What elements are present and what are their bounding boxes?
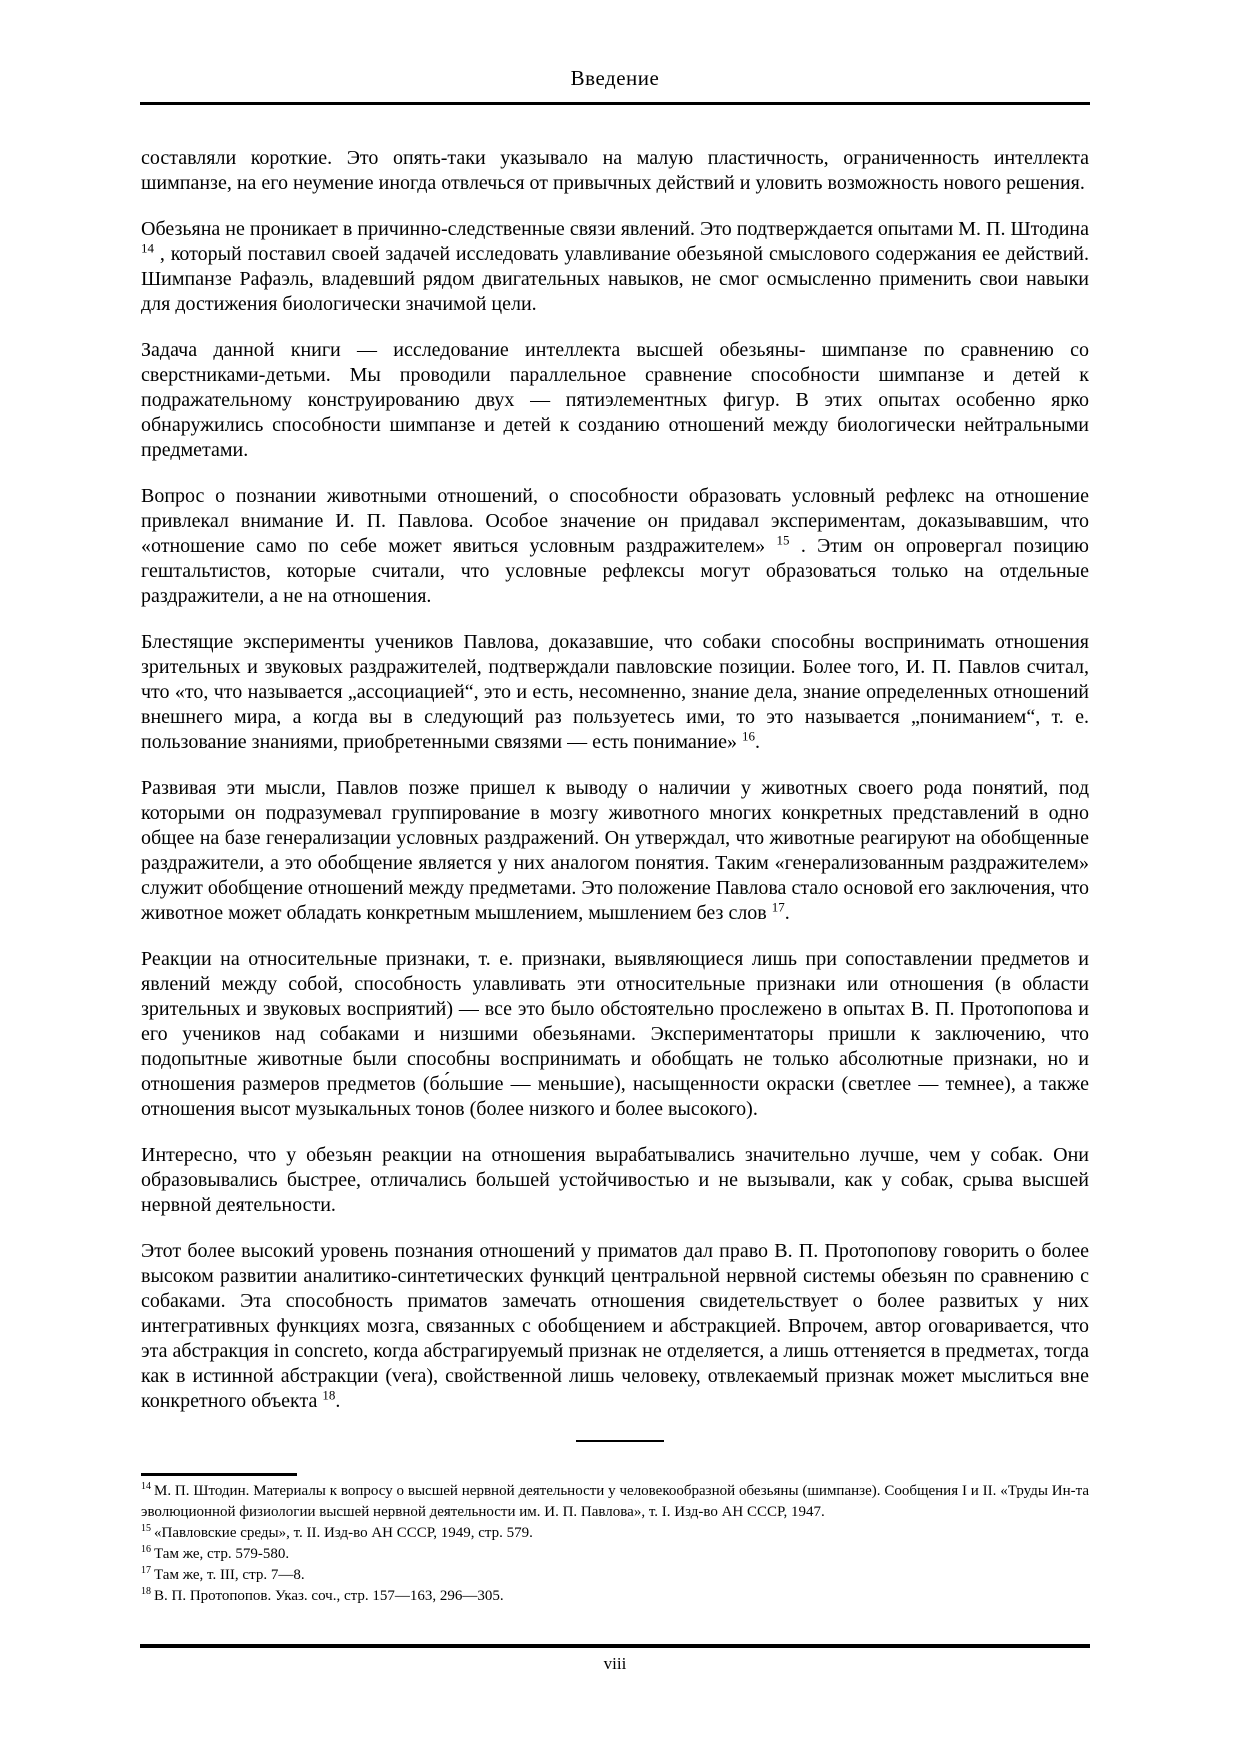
paragraph: составляли короткие. Это опять-таки указывало на малую пластичность, ограниченность интеллекта шимпанзе, на его неумение иногда отвлечься от привычных действий и уловить возможность нового решения. — [141, 147, 1089, 194]
page-header-title: Введение — [570, 66, 660, 90]
footnote-number: 16 — [141, 1544, 151, 1555]
paragraph: Блестящие эксперименты учеников Павлова, доказавшие, что собаки способны воспринимать отношения зрительных и звуковых раздражителей, подтверждали павловские позиции. Более того, И. П. Павлов считал, что «то, что называется „ассоциацией“, это и есть, несомненно, знание дела, знание определенных отношений внешнего мира, а когда вы в следующий раз пользуетесь ими, то это называется „пониманием“, т. е. пользование знаниями, приобретенными связями — есть понимание» $^{16}$. — [141, 631, 1089, 753]
footnotes — [141, 1481, 1089, 1607]
footnote-separator-rule — [141, 1473, 297, 1476]
footer-rule — [140, 1644, 1090, 1648]
footnote: $^{18}$ В. П. Протопопов. Указ. соч., стр. 157—163, 296—305. — [141, 1586, 504, 1604]
footnote-reference: 15 — [776, 532, 790, 548]
paragraph: Этот более высокий уровень познания отношений у приматов дал право В. П. Протопопову говорить о более высоком развитии аналитико-синтетических функций центральной нервной системы обезьян по сравнению с собаками. Эта способность приматов замечать отношения свидетельствует о более развитых у них интегративных функциях мозга, связанных с обобщением и абстракцией. Впрочем, автор оговаривается, что эта абстракция in concreto, когда абстрагируемый признак не отделяется, а лишь оттеняется в предметах, тогда как в истинной абстракции (vera), свойственной лишь человеку, отвлекаемый признак может мыслиться вне конкретного объекта $^{18}$. — [141, 1240, 1089, 1412]
footnote: $^{15}$ «Павловские среды», т. II. Изд-во АН СССР, 1949, стр. 579. — [141, 1523, 533, 1541]
footnote-number: 18 — [141, 1586, 151, 1597]
footnote: $^{16}$ Там же, стр. 579-580. — [141, 1544, 290, 1562]
footnote: $^{17}$ Там же, т. III, стр. 7—8. — [141, 1565, 305, 1583]
paragraph: Вопрос о познании животными отношений, о способности образовать условный рефлекс на отношение привлекал внимание И. П. Павлова. Особое значение он придавал экспериментам, доказывавшим, что «отношение само по себе может явиться условным раздражителем» $^{15}$ . Этим он опровергал позицию гештальтистов, которые считали, что условные рефлексы могут образоваться только на отдельные раздражители, а не на отношения. — [141, 485, 1089, 607]
footnote-number: 17 — [141, 1565, 151, 1576]
footnote: $^{14}$ М. П. Штодин. Материалы к вопросу о высшей нервной деятельности у человекообразной обезьяны (шимпанзе). Сообщения I и II. «Труды Ин-та эволюционной физиологии высшей нервной деятельности им. И. П. Павлова», т. I. Изд-во АН СССР, 1947. — [141, 1481, 1089, 1520]
footnote-reference: 18 — [322, 1387, 336, 1403]
paragraph: Задача данной книги — исследование интеллекта высшей обезьяны- шимпанзе по сравнению со сверстниками-детьми. Мы проводили параллельное сравнение способности шимпанзе и детей к подражательному конструированию двух — пятиэлементных фигур. В этих опытах особенно ярко обнаружились способности шимпанзе и детей к созданию отношений между биологически нейтральными предметами. — [141, 339, 1089, 461]
section-separator-rule — [576, 1440, 664, 1442]
paragraph: Развивая эти мысли, Павлов позже пришел к выводу о наличии у животных своего рода понятий, под которыми он подразумевал группирование в мозгу животного многих конкретных представлений в одно общее на базе генерализации условных раздражений. Он утверждал, что животные реагируют на обобщенные раздражители, а это обобщение является у них аналогом понятия. Таким «генерализованным раздражителем» служит обобщение отношений между предметами. Это положение Павлова стало основой его заключения, что животное может обладать конкретным мышлением, мышлением без слов $^{17}$. — [141, 777, 1089, 924]
footnote-number: 15 — [141, 1523, 151, 1534]
footnote-reference: 16 — [742, 728, 756, 744]
header-rule — [140, 102, 1090, 105]
body-text — [141, 146, 1089, 1435]
paragraph: Реакции на относительные признаки, т. е. признаки, выявляющиеся лишь при сопоставлении предметов и явлений между собой, способность улавливать эти относительные признаки или отношения (в области зрительных и звуковых восприятий) — все это было обстоятельно прослежено в опытах В. П. Протопопова и его учеников над собаками и низшими обезьянами. Экспериментаторы пришли к заключению, что подопытные животные были способны воспринимать и обобщать не только абсолютные признаки, но и отношения размеров предметов (бо́льшие — меньшие), насыщенности окраски (светлее — темнее), а также отношения высот музыкальных тонов (более низкого и более высокого). — [141, 948, 1089, 1120]
paragraph: Обезьяна не проникает в причинно-следственные связи явлений. Это подтверждается опытами М. П. Штодина $^{14}$ , который поставил своей задачей исследовать улавливание обезьяной смыслового содержания ее действий. Шимпанзе Рафаэль, владевший рядом двигательных навыков, не смог осмысленно применить свои навыки для достижения биологически значимой цели. — [141, 218, 1089, 315]
paragraph: Интересно, что у обезьян реакции на отношения вырабатывались значительно лучше, чем у собак. Они образовывались быстрее, отличались большей устойчивостью и не вызывали, как у собак, срыва высшей нервной деятельности. — [141, 1144, 1089, 1216]
footnote-reference: 14 — [141, 240, 154, 256]
footnote-reference: 17 — [771, 899, 785, 915]
page-number: viii — [603, 1654, 627, 1673]
footnote-number: 14 — [141, 1481, 151, 1492]
